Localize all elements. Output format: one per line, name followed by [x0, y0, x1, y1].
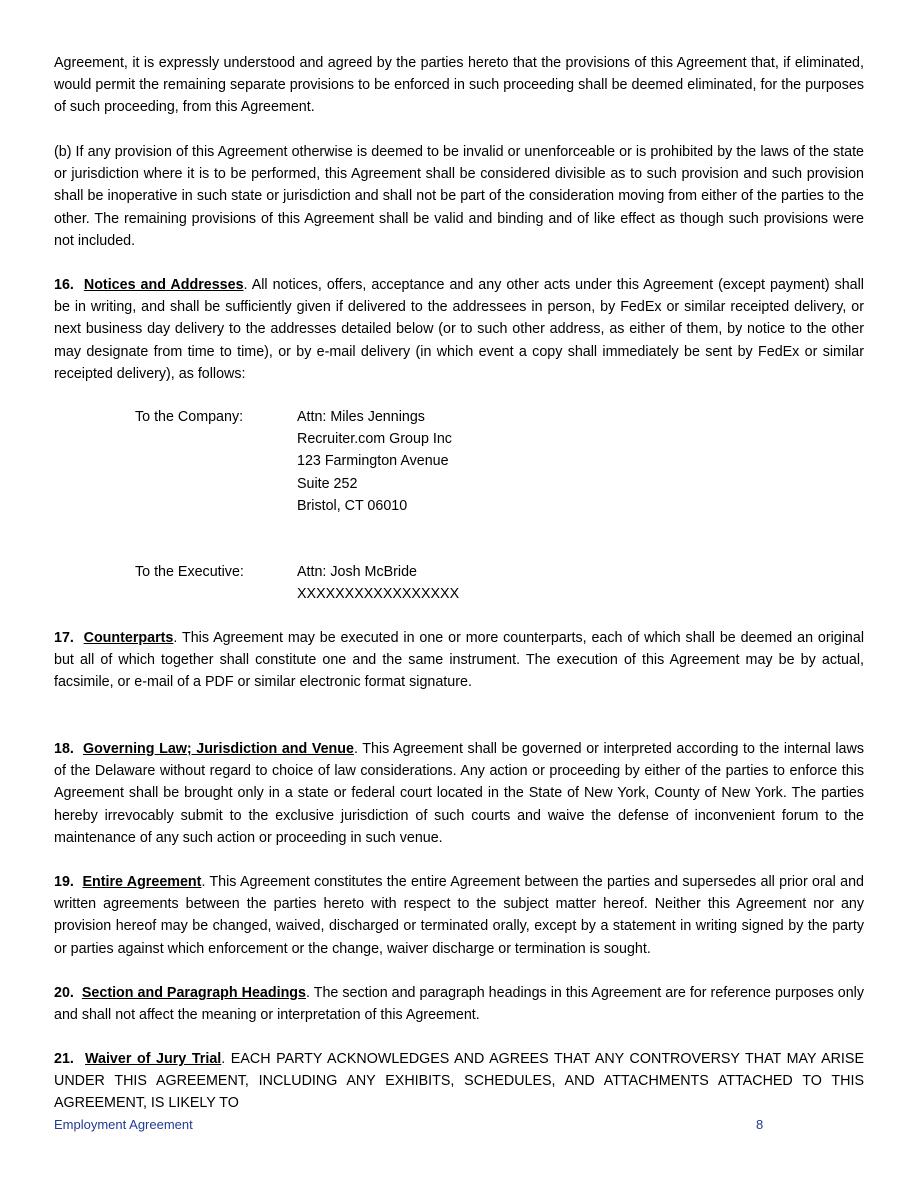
section-body: . This Agreement constitutes the entire Agreement between the parties and supersedes all prior oral and written agreements between the parties hereto with respect to the subject matter hereof. Neither this Agreement nor any provision hereof may be changed, waived, discharged or terminated orally, except by a statement in writing signed by the party or parties against which enforcement or the change, waiver discharge or termination is sought. [54, 874, 864, 957]
address-lines [297, 561, 459, 605]
section-number: 18. [54, 741, 74, 757]
address-line: 123 Farmington Avenue [297, 453, 449, 470]
section-body: . EACH PARTY ACKNOWLEDGES AND AGREES THAT ANY CONTROVERSY THAT MAY ARISE UNDER THIS AGREEMENT, INCLUDING ANY EXHIBITS, SCHEDULES, AND ATTACHMENTS ATTACHED TO THIS AGREEMENT, IS LIKELY TO [54, 1051, 864, 1112]
paragraph-b: (b) If any provision of this Agreement otherwise is deemed to be invalid or unenforceable or is prohibited by the laws of the state or jurisdiction where it is to be performed, this Agreement shall be considered divisible as to such provision and such provision shall be inoperative in such state or jurisdiction and shall not be part of the consideration moving from either of the parties to the other. The remaining provisions of this Agreement shall be valid and binding and of like effect as though such provisions were not included. [54, 144, 864, 249]
section-number: 17. [54, 630, 74, 646]
section-20 [54, 982, 864, 1026]
section-17 [54, 627, 864, 694]
section-number: 21. [54, 1051, 74, 1067]
section-heading: Section and Paragraph Headings [81, 985, 306, 1001]
section-body: . This Agreement shall be governed or interpreted according to the internal laws of the Delaware without regard to choice of law considerations. Any action or proceeding by either of the parties to enforce this Agreement shall be brought only in a state or federal court located in the State of New York, County of New York. The parties hereby irrevocably submit to the exclusive jurisdiction of such courts and waive the defense of inconvenient forum to the maintenance of any such action or proceeding in such venue. [54, 741, 864, 846]
section-heading: Entire Agreement [82, 874, 202, 890]
footer-title: Employment Agreement [54, 1117, 193, 1132]
section-body: . All notices, offers, acceptance and any other acts under this Agreement (except payment) shall be in writing, and shall be sufficiently given if delivered to the addressees in person, by FedEx or similar receipted delivery, or next business day delivery to the addresses detailed below (or to such other address, as either of them, by notice to the other may designate from time to time), or by e-mail delivery (in which event a copy shall immediately be sent by FedEx or similar receipted delivery), as follows: [54, 277, 864, 382]
section-heading: Notices and Addresses [83, 277, 244, 293]
address-line: Bristol, CT 06010 [297, 497, 408, 514]
address-label: To the Company: [135, 409, 244, 425]
section-heading: Waiver of Jury Trial [85, 1051, 222, 1067]
page-number: 8 [756, 1117, 764, 1132]
section-18 [54, 738, 864, 849]
section-heading: Governing Law; Jurisdiction and Venue [83, 741, 354, 757]
section-heading: Counterparts [83, 630, 174, 646]
section-body: . The section and paragraph headings in this Agreement are for reference purposes only and shall not affect the meaning or interpretation of this Agreement. [54, 985, 864, 1024]
address-line: Suite 252 [297, 475, 358, 492]
section-number: 16. [54, 277, 74, 293]
paragraph-a-continuation: Agreement, it is expressly understood and agreed by the parties hereto that the provisions of this Agreement that, if eliminated, would permit the remaining separate provisions to be enforced in such proceeding shall be deemed eliminated, for the purposes of such proceeding, from this Agreement. [54, 55, 864, 116]
section-21 [54, 1048, 864, 1115]
section-19 [54, 871, 864, 960]
address-label: To the Executive: [135, 564, 244, 580]
section-number: 19. [54, 874, 74, 890]
address-line: XXXXXXXXXXXXXXXXX [297, 586, 460, 603]
address-line: Attn: Miles Jennings [297, 409, 425, 425]
section-16 [54, 274, 864, 385]
address-line: Recruiter.com Group Inc [297, 431, 452, 448]
section-number: 20. [54, 985, 74, 1001]
address-lines [297, 406, 452, 517]
address-line: Attn: Josh McBride [297, 564, 417, 580]
section-body: . This Agreement may be executed in one or more counterparts, each of which shall be deemed an original but all of which together shall constitute one and the same instrument. The execution of this Agreement may be by actual, facsimile, or e-mail of a PDF or similar electronic format signature. [54, 630, 864, 691]
